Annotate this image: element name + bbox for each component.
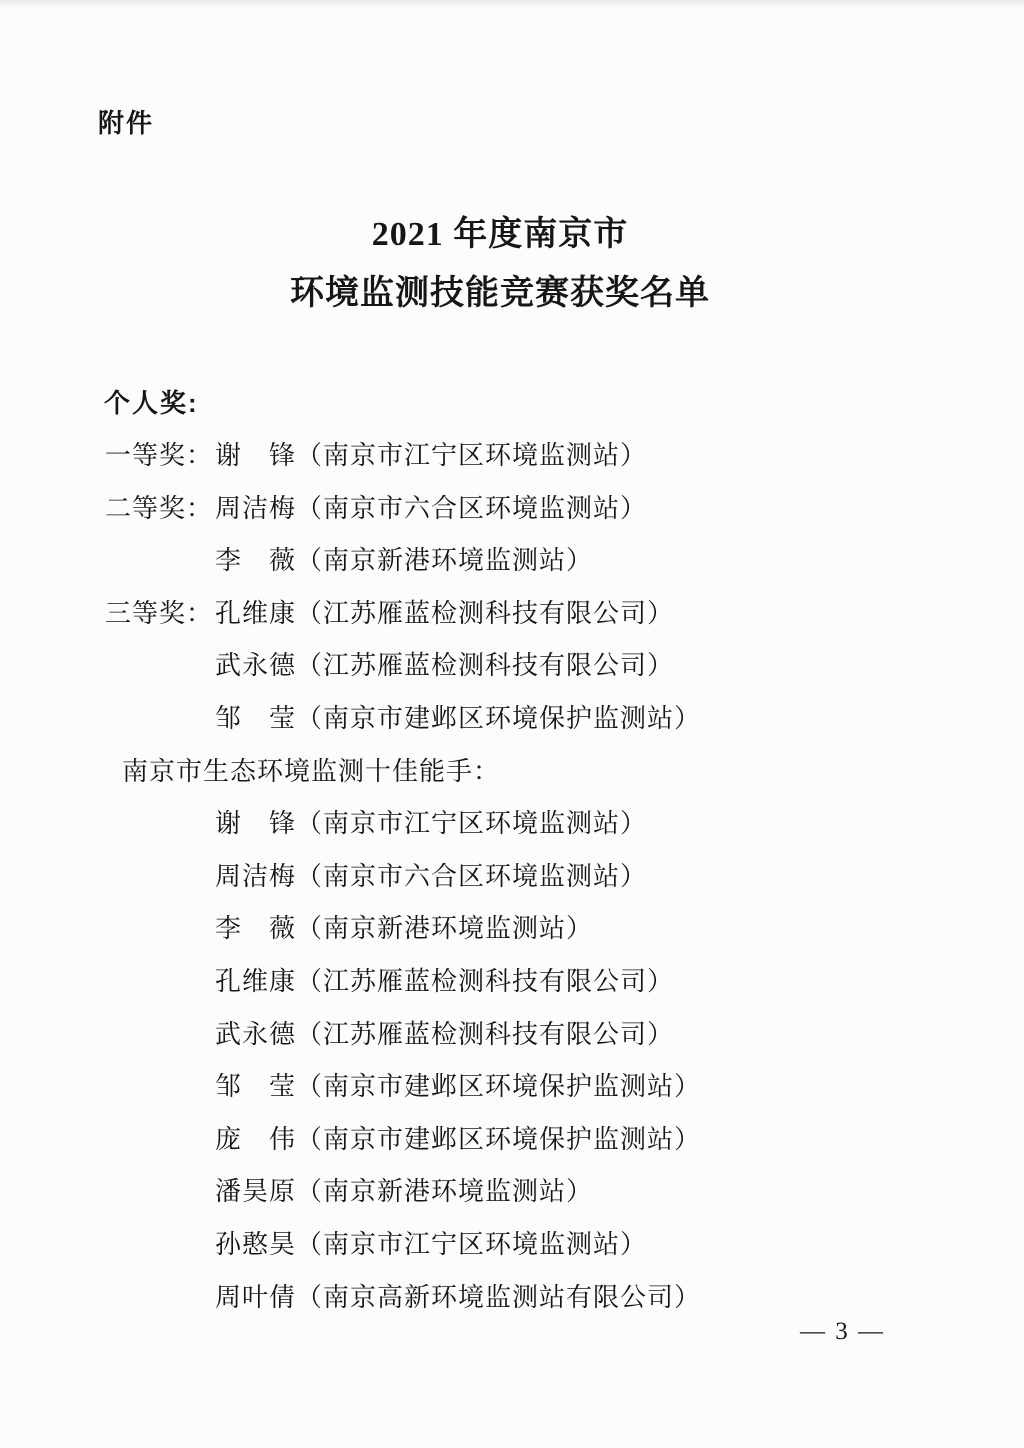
award-row-third-prize — [105, 588, 985, 641]
winner-name: 邹 莹 — [215, 703, 297, 733]
winner-name: 庞 伟 — [215, 1124, 297, 1154]
award-row-third-prize — [105, 693, 985, 746]
award-row-first-prize — [105, 430, 985, 483]
top-ten-row — [105, 1219, 985, 1272]
winner-name: 周洁梅 — [215, 493, 297, 523]
winner-name: 李 薇 — [215, 546, 297, 576]
winner-name: 孙憨昊 — [215, 1229, 297, 1259]
award-rank-label: 三等奖： — [105, 598, 214, 628]
top-ten-row — [105, 1061, 985, 1114]
top-ten-row — [105, 1009, 985, 1062]
attachment-label: 附件 — [98, 108, 155, 138]
page-number: — 3 — — [800, 1318, 885, 1345]
section-heading-top-ten: 南京市生态环境监测十佳能手： — [122, 756, 501, 786]
winner-organization: （南京市江宁区环境监测站） — [296, 1229, 648, 1259]
winner-name: 孔维康 — [215, 598, 297, 628]
award-row-second-prize — [105, 535, 985, 588]
top-ten-row — [105, 956, 985, 1009]
title-line-2: 环境监测技能竞赛获奖名单 — [290, 275, 710, 312]
winner-name: 周叶倩 — [215, 1282, 297, 1312]
winner-organization: （南京市建邺区环境保护监测站） — [296, 1072, 702, 1102]
winner-organization: （南京市建邺区环境保护监测站） — [296, 1124, 702, 1154]
winner-organization: （南京市六合区环境监测站） — [296, 861, 648, 891]
winner-name: 谢 锋 — [215, 441, 297, 470]
winner-organization: （江苏雁蓝检测科技有限公司） — [296, 598, 675, 628]
award-rank-label: 一等奖： — [105, 441, 214, 470]
top-ten-row — [105, 851, 985, 904]
award-content — [105, 430, 985, 1324]
award-rank-label: 二等奖： — [105, 493, 214, 523]
winner-organization: （江苏雁蓝检测科技有限公司） — [296, 1019, 675, 1049]
section-heading-individual-awards: 个人奖: — [104, 388, 199, 418]
winner-organization: （南京新港环境监测站） — [296, 546, 594, 576]
award-row-second-prize — [105, 483, 985, 536]
winner-name: 孔维康 — [215, 966, 297, 996]
top-ten-row — [105, 798, 985, 851]
winner-name: 谢 锋 — [215, 809, 297, 839]
award-row-third-prize — [105, 640, 985, 693]
winner-organization: （南京市六合区环境监测站） — [296, 493, 648, 523]
winner-organization: （南京新港环境监测站） — [296, 1177, 594, 1207]
winner-organization: （江苏雁蓝检测科技有限公司） — [296, 651, 675, 681]
winner-name: 李 薇 — [215, 914, 297, 944]
winner-organization: （南京市江宁区环境监测站） — [296, 809, 648, 839]
top-ten-row — [105, 1166, 985, 1219]
winner-organization: （南京新港环境监测站） — [296, 914, 594, 944]
winner-organization: （江苏雁蓝检测科技有限公司） — [296, 966, 675, 996]
winner-name: 武永德 — [215, 1019, 297, 1049]
winner-name: 潘昊原 — [215, 1177, 297, 1207]
top-ten-row — [105, 1272, 985, 1325]
winner-organization: （南京市江宁区环境监测站） — [296, 441, 648, 470]
top-ten-row — [105, 903, 985, 956]
winner-organization: （南京市建邺区环境保护监测站） — [296, 703, 702, 733]
document-title — [0, 205, 1000, 323]
title-line-1: 2021 年度南京市 — [371, 216, 629, 253]
winner-name: 周洁梅 — [215, 861, 297, 891]
winner-organization: （南京高新环境监测站有限公司） — [296, 1282, 702, 1312]
winner-name: 武永德 — [215, 651, 297, 681]
top-ten-row — [105, 1114, 985, 1167]
winner-name: 邹 莹 — [215, 1072, 297, 1102]
